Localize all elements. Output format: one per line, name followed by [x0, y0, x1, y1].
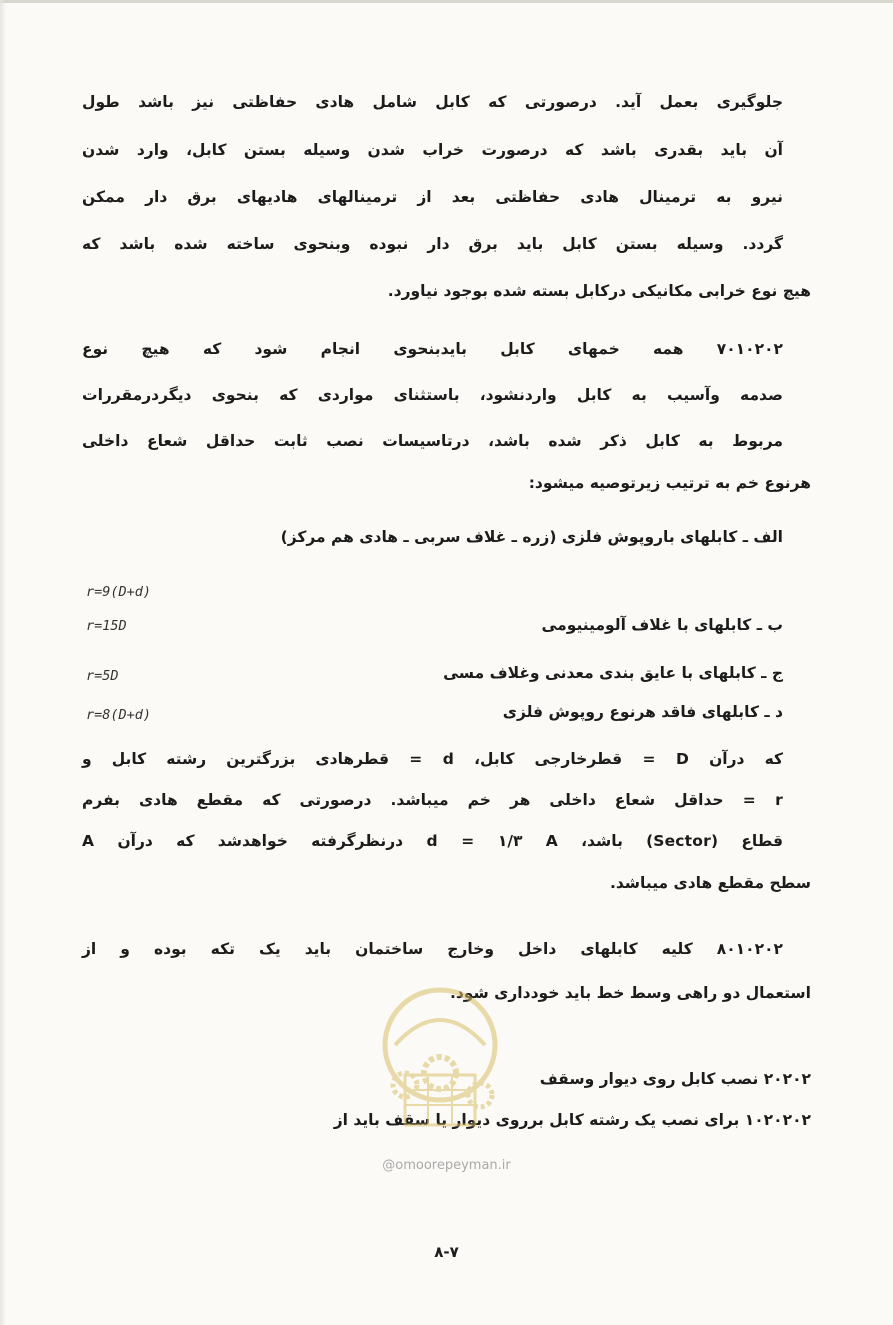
text-line: گردد. وسیله بستن کابل باید برق دار نبوده وبنحوی ساخته شده باشد که — [82, 235, 783, 253]
text-line: هیچ نوع خرابی مکانیکی درکابل بسته شده بوجود نیاورد. — [387, 282, 811, 300]
formula-jim: r=5D — [86, 668, 119, 684]
text-line: هرنوع خم به ترتیب زیرتوصیه میشود: — [528, 474, 811, 492]
list-item-be: ب ـ کابلهای با غلاف آلومینیومی — [541, 616, 783, 634]
watermark-logo-icon — [355, 985, 525, 1135]
list-item-alef: الف ـ کابلهای باروپوش فلزی (زره ـ غلاف سربی ـ هادی هم مرکز) — [280, 528, 783, 546]
page-binding-shadow — [0, 0, 6, 1325]
list-item-jim: ج ـ کابلهای با عایق بندی معدنی وغلاف مسی — [443, 664, 783, 682]
section-heading-2-2: ۲۰۲۰۲ نصب کابل روی دیوار وسقف — [539, 1070, 811, 1088]
text-line: سطح مقطع هادی میباشد. — [609, 874, 811, 892]
watermark-url: @omoorepeyman.ir — [382, 1158, 511, 1173]
list-item-dal: د ـ کابلهای فاقد هرنوع روپوش فلزی — [502, 703, 783, 721]
text-line: صدمه وآسیب به کابل واردنشود، باستثنای مواردی که بنحوی دیگردرمقررات — [82, 386, 783, 404]
text-line: r = حداقل شعاع داخلی هر خم میباشد. درصورتی که مقطع هادی بفرم — [82, 791, 783, 809]
section-heading-1-2-2: ۱۰۲۰۲۰۲ برای نصب یک رشته کابل برروی دیوار یا سقف باید از — [333, 1111, 811, 1129]
formula-dal: r=8(D+d) — [86, 707, 152, 723]
text-line: قطاع (Sector) باشد، d = ۱/۳ A درنظرگرفته خواهدشد که درآن A — [82, 832, 783, 850]
formula-be: r=15D — [86, 618, 127, 634]
section-heading-8: ۸۰۱۰۲۰۲ کلیه کابلهای داخل وخارج ساختمان باید یک تکه بوده و از — [82, 940, 783, 958]
text-line: آن باید بقدری باشد که درصورت خراب شدن وسیله بستن کابل، وارد شدن — [82, 141, 783, 159]
text-line: استعمال دو راهی وسط خط باید خودداری شود. — [449, 984, 811, 1002]
text-line: مربوط به کابل ذکر شده باشد، درتاسیسات نصب ثابت حداقل شعاع داخلی — [82, 432, 783, 450]
text-line: که درآن D = قطرخارجی کابل، d = قطرهادی بزرگترین رشته کابل و — [82, 750, 783, 768]
text-line: جلوگیری بعمل آید. درصورتی که کابل شامل هادی حفاظتی نیز باشد طول — [82, 93, 783, 111]
page-top-edge — [0, 0, 893, 3]
formula-alef: r=9(D+d) — [86, 584, 152, 600]
text-line: نیرو به ترمینال هادی حفاظتی بعد از ترمینالهای هادیهای برق دار ممکن — [82, 188, 783, 206]
page-number: ۸-۷ — [434, 1243, 459, 1261]
section-heading-7: ۷۰۱۰۲۰۲ همه خمهای کابل بایدبنحوی انجام شود که هیچ نوع — [82, 340, 783, 358]
